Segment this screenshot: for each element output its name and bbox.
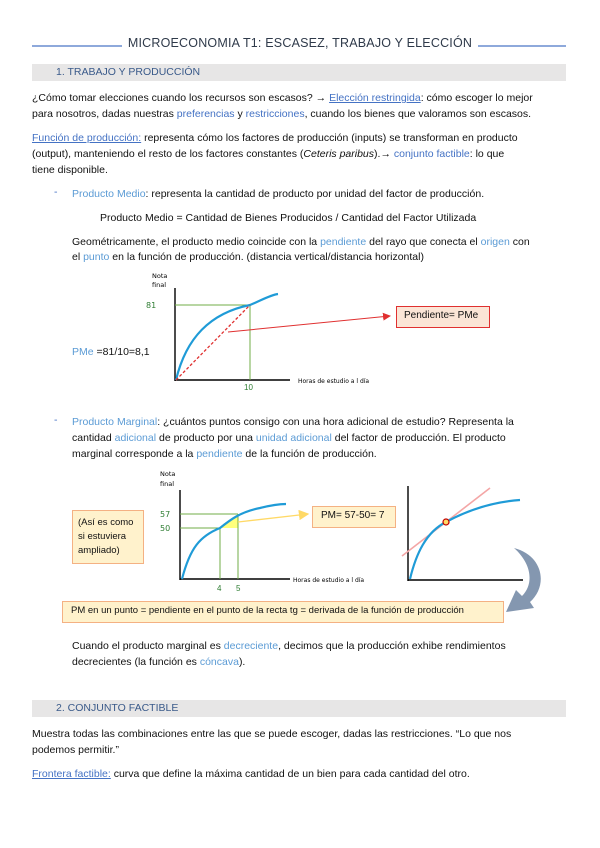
fp-line-1	[32, 130, 572, 146]
chart1-y-label-2: final	[152, 281, 167, 289]
geo-text-a: Geométricamente, el producto medio coincide con la	[72, 236, 321, 248]
fp-text-e: tiene disponible.	[32, 164, 108, 176]
ceteris-paribus: Ceteris paribus	[303, 148, 375, 160]
chart2-x-label: Horas de estudio a l día	[293, 577, 365, 584]
pmg-text-b: cantidad	[72, 432, 115, 444]
pme-def: : representa la cantidad de producto por unidad del factor de producción.	[145, 188, 485, 200]
chart1-callout-text: Pendiente= PMe	[404, 310, 479, 321]
ampliado-note-line-1: (Así es como	[78, 517, 134, 528]
chart1-y-label-1: Nota	[152, 272, 168, 280]
dec-text-d: ).	[238, 656, 246, 668]
geo-text-b: del rayo que conecta el	[366, 236, 481, 248]
pme-line	[72, 186, 572, 202]
pmg-line-3	[72, 446, 572, 462]
chart2-production-curve	[182, 504, 286, 579]
section-heading-2	[32, 700, 566, 717]
geo-line-2	[72, 249, 572, 265]
chart1-y-tick: 81	[146, 301, 157, 310]
fp-line-2	[32, 146, 572, 162]
ff-text: curva que define la máxima cantidad de un bien para cada cantidad del otro.	[110, 768, 470, 780]
bullet-dash-2: -	[54, 414, 58, 426]
chart2-arrow	[238, 514, 308, 522]
keyword-unidad-adicional: unidad adicional	[255, 432, 332, 444]
chart1-x-tick: 10	[244, 383, 253, 392]
geo-text-d: el	[72, 251, 84, 263]
chart2-x-tick-4: 4	[217, 584, 222, 593]
intro-line-2	[32, 106, 572, 122]
chart2-callout-text: PM= 57-50= 7	[321, 510, 385, 521]
intro-text-c: para nosotros, dadas nuestras	[32, 108, 177, 120]
pme-formula: Producto Medio = Cantidad de Bienes Producidos / Cantidad del Factor Utilizada	[100, 212, 477, 224]
ampliado-note-line-2: si estuviera	[78, 531, 127, 542]
chart1-arrow	[228, 316, 390, 332]
intro-text-d: , cuando los bienes que valoramos son escasos.	[304, 108, 532, 120]
fp-text-c: ).→	[374, 148, 394, 160]
keyword-concava: cóncava	[199, 656, 239, 668]
chart1-ray	[176, 305, 250, 380]
ampliado-note-line-3: ampliado)	[78, 545, 120, 556]
chart2-y-tick-57: 57	[160, 510, 171, 519]
section-heading-1	[32, 64, 566, 81]
dec-line-1	[72, 638, 572, 654]
keyword-restricciones: restricciones	[245, 108, 305, 120]
pmg-line-2	[72, 430, 572, 446]
pmg-label: Producto Marginal	[72, 416, 158, 428]
frontera-factible-link[interactable]: Frontera factible:	[32, 768, 111, 780]
keyword-pendiente-2: pendiente	[196, 448, 243, 460]
geo-line-1	[72, 234, 572, 250]
dec-text-c: decrecientes (la función es	[72, 656, 200, 668]
fp-line-3	[32, 162, 572, 178]
ff-line	[32, 766, 577, 782]
pme-calc-value: =81/10=8,1	[93, 346, 150, 358]
chart2-callout-box	[312, 506, 396, 528]
dec-line-2	[72, 654, 572, 670]
keyword-pendiente: pendiente	[320, 236, 367, 248]
pme-label: Producto Medio	[72, 188, 146, 200]
cf-line-1: Muestra todas las combinaciones entre las que se puede escoger, dadas las restricciones. “Lo que nos	[32, 728, 512, 740]
pme-calc-label: PMe	[72, 346, 94, 358]
intro-text: ¿Cómo tomar elecciones cuando los recursos son escasos? →	[32, 92, 330, 104]
dec-text-b: , decimos que la producción exhibe rendimientos	[278, 640, 506, 652]
curved-arrow-icon	[500, 546, 552, 622]
pmg-text-e: marginal corresponde a la	[72, 448, 197, 460]
chart2-y-tick-50: 50	[160, 524, 171, 533]
ampliado-note-box	[72, 510, 144, 564]
bullet-dash-1: -	[54, 186, 58, 198]
dec-text-a: Cuando el producto marginal es	[72, 640, 224, 652]
pm-rule-text: PM en un punto = pendiente en el punto de la recta tg = derivada de la función de producción	[71, 605, 464, 616]
pme-calc	[72, 344, 192, 360]
intro-text-b: : cómo escoger lo mejor	[420, 92, 533, 104]
cf-line-2: podemos permitir.”	[32, 744, 119, 756]
chart2-y-label-2: final	[160, 480, 175, 488]
chart2-x-tick-5: 5	[236, 584, 241, 593]
fp-text-a: representa cómo los factores de producción (inputs) se transforman en producto	[141, 132, 518, 144]
chart1-callout-box	[396, 306, 490, 328]
pmg-text-c: de producto por una	[156, 432, 256, 444]
fp-text-d: : lo que	[469, 148, 505, 160]
page-title: MICROECONOMIA T1: ESCASEZ, TRABAJO Y ELECCIÓN	[0, 36, 600, 50]
geo-text-e: en la función de producción. (distancia vertical/distancia horizontal)	[109, 251, 424, 263]
chart1-production-curve	[176, 294, 278, 380]
pm-rule-box	[62, 601, 504, 623]
chart3-tangent-point	[443, 519, 449, 525]
intro-line-1	[32, 90, 572, 106]
keyword-adicional: adicional	[114, 432, 157, 444]
pmg-line-1	[72, 414, 572, 430]
geo-text-c: con	[509, 236, 530, 248]
chart1-x-label: Horas de estudio a l día	[298, 378, 370, 385]
intro-y: y	[234, 108, 246, 120]
keyword-punto: punto	[83, 251, 110, 263]
fp-text-b: (output), manteniendo el resto de los factores constantes (	[32, 148, 304, 160]
keyword-preferencias: preferencias	[176, 108, 235, 120]
funcion-produccion-link[interactable]: Función de producción:	[32, 132, 142, 144]
keyword-origen: origen	[480, 236, 510, 248]
section-heading-1-text: 1. TRABAJO Y PRODUCCIÓN	[56, 66, 201, 78]
pmg-text-d: del factor de producción. El producto	[331, 432, 506, 444]
pmg-text-f: de la función de producción.	[242, 448, 377, 460]
keyword-conjunto-factible: conjunto factible	[393, 148, 470, 160]
eleccion-restringida-link[interactable]: Elección restringida	[329, 92, 421, 104]
chart2-y-label-1: Nota	[160, 470, 176, 478]
section-heading-2-text: 2. CONJUNTO FACTIBLE	[56, 702, 179, 714]
pmg-text-a: : ¿cuántos puntos consigo con una hora adicional de estudio? Representa la	[157, 416, 514, 428]
keyword-decreciente: decreciente	[223, 640, 279, 652]
